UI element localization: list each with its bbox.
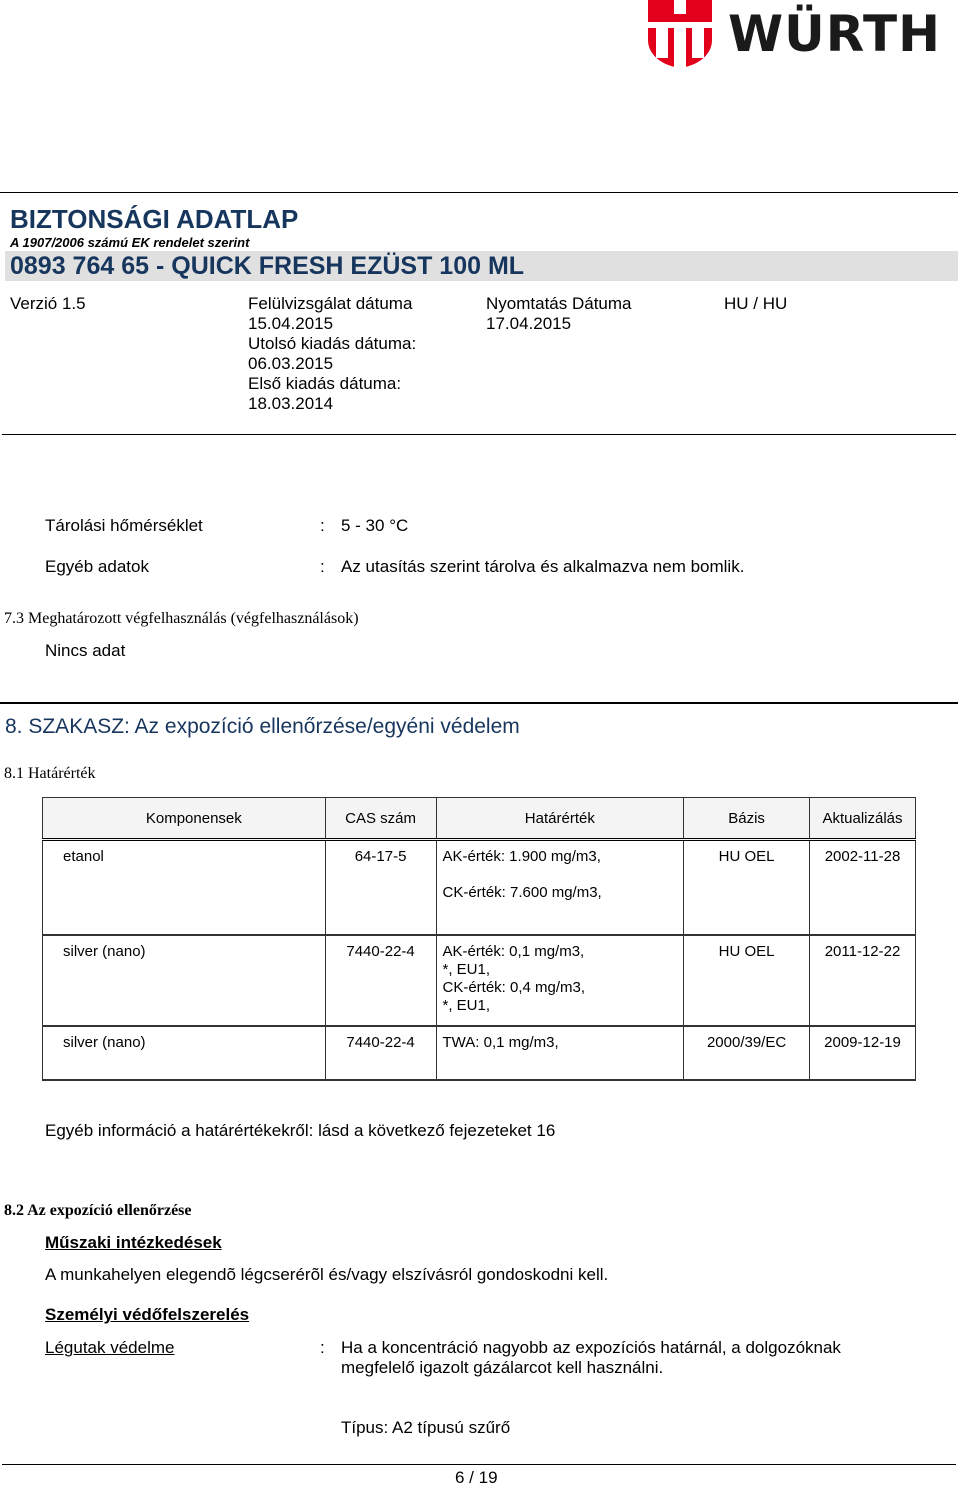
wurth-logo-mark — [648, 0, 712, 68]
limits-note: Egyéb információ a határértékekről: lásd a következő fejezeteket 16 — [45, 1121, 556, 1140]
limit-line: AK-érték: 0,1 mg/m3, — [442, 942, 585, 960]
limit-line: CK-érték: 7.600 mg/m3, — [442, 884, 602, 901]
footer-rule — [2, 1464, 956, 1465]
header-bottom-rule — [2, 434, 956, 435]
section-7-3-heading: 7.3 Meghatározott végfelhasználás (végfelhasználások) — [4, 610, 359, 627]
section-8-1-heading: 8.1 Határérték — [4, 765, 96, 782]
storage-other-colon: : — [320, 557, 325, 576]
cell-component: silver (nano) — [43, 935, 326, 1026]
storage-temp-colon: : — [320, 516, 325, 535]
respiratory-label: Légutak védelme — [45, 1338, 175, 1357]
header-top-rule — [0, 192, 958, 193]
cell-basis: 2000/39/EC — [684, 1026, 810, 1080]
last-issue-label: Utolsó kiadás dátuma: — [248, 334, 417, 353]
cell-limit — [436, 935, 684, 1026]
cell-cas: 64-17-5 — [325, 840, 436, 935]
table-row — [43, 1026, 916, 1080]
col-header-basis: Bázis — [684, 798, 810, 840]
section-8-2-heading: 8.2 Az expozíció ellenőrzése — [4, 1202, 192, 1219]
revision-date: 15.04.2015 — [248, 314, 334, 333]
revision-label: Felülvizsgálat dátuma — [248, 294, 413, 313]
last-issue-date: 06.03.2015 — [248, 354, 334, 373]
cell-limit — [436, 1026, 684, 1080]
filter-type: Típus: A2 típusú szűrő — [341, 1418, 511, 1437]
respiratory-text-1: Ha a koncentráció nagyobb az expozíciós határnál, a dolgozóknak — [341, 1338, 841, 1357]
storage-temp-label: Tárolási hőmérséklet — [45, 516, 203, 535]
page-number: 6 / 19 — [455, 1468, 498, 1487]
cell-cas: 7440-22-4 — [325, 1026, 436, 1080]
respiratory-colon: : — [320, 1338, 325, 1357]
print-date: 17.04.2015 — [486, 314, 572, 333]
cell-limit — [436, 840, 684, 935]
wurth-logo — [648, 0, 960, 70]
print-label: Nyomtatás Dátuma — [486, 294, 632, 313]
cell-component: etanol — [43, 840, 326, 935]
col-header-update: Aktualizálás — [810, 798, 916, 840]
limits-table — [42, 797, 916, 1081]
first-issue-label: Első kiadás dátuma: — [248, 374, 402, 393]
table-header-row — [43, 798, 916, 840]
engineering-heading: Műszaki intézkedések — [45, 1233, 222, 1252]
section-7-3-text: Nincs adat — [45, 641, 126, 660]
locale: HU / HU — [724, 294, 788, 313]
doc-title: BIZTONSÁGI ADATLAP — [10, 204, 299, 234]
first-issue-date: 18.03.2014 — [248, 394, 334, 413]
version: Verzió 1.5 — [10, 294, 86, 313]
limit-line: *, EU1, — [442, 960, 491, 978]
engineering-text: A munkahelyen elegendõ légcserérõl és/vagy elszívásról gondoskodni kell. — [45, 1265, 609, 1284]
cell-cas: 7440-22-4 — [325, 935, 436, 1026]
col-header-cas: CAS szám — [325, 798, 436, 840]
cell-component: silver (nano) — [43, 1026, 326, 1080]
storage-other-label: Egyéb adatok — [45, 557, 149, 576]
limit-line: CK-érték: 0,4 mg/m3, — [442, 978, 586, 996]
cell-basis: HU OEL — [684, 840, 810, 935]
logo-wordmark: WÜRTH — [728, 5, 941, 63]
storage-temp-value: 5 - 30 °C — [341, 516, 409, 535]
cell-update: 2011-12-22 — [810, 935, 916, 1026]
cell-basis: HU OEL — [684, 935, 810, 1026]
section-8-heading: 8. SZAKASZ: Az expozíció ellenőrzése/egyéni védelem — [5, 715, 520, 738]
section-8-rule — [0, 702, 958, 704]
limit-line: TWA: 0,1 mg/m3, — [442, 1033, 559, 1051]
cell-update: 2009-12-19 — [810, 1026, 916, 1080]
storage-other-value: Az utasítás szerint tárolva és alkalmazva nem bomlik. — [341, 557, 745, 576]
limit-line: AK-érték: 1.900 mg/m3, — [442, 848, 601, 865]
cell-update: 2002-11-28 — [810, 840, 916, 935]
limit-line: *, EU1, — [442, 996, 491, 1014]
col-header-components: Komponensek — [43, 798, 326, 840]
regulation-note: A 1907/2006 számú EK rendelet szerint — [10, 235, 250, 250]
ppe-heading: Személyi védőfelszerelés — [45, 1305, 250, 1324]
table-row — [43, 840, 916, 935]
product-name: 0893 764 65 - QUICK FRESH EZÜST 100 ML — [10, 252, 525, 280]
limit-line-spacer — [443, 866, 684, 884]
table-row — [43, 935, 916, 1026]
respiratory-text-2: megfelelő igazolt gázálarcot kell használni. — [341, 1358, 664, 1377]
col-header-limit: Határérték — [436, 798, 684, 840]
